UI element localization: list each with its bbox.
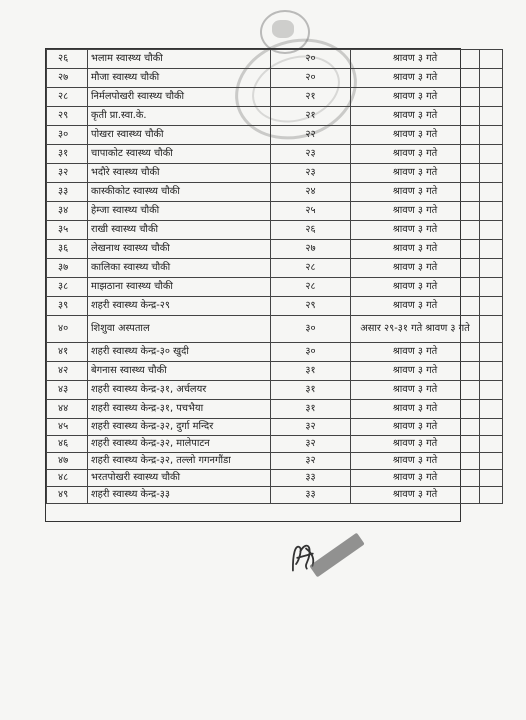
table-row: [47, 470, 503, 487]
date-cell: श्रावण ३ गते: [351, 88, 480, 107]
institution-name-cell: मौजा स्वास्थ्य चौकी: [88, 69, 271, 88]
table-row: [47, 221, 503, 240]
date-cell: श्रावण ३ गते: [351, 436, 480, 453]
serial-number-cell: ४९: [47, 487, 88, 504]
institution-name-cell: शहरी स्वास्थ्य केन्द्र-३२, तल्लो गगनगौंडा: [88, 453, 271, 470]
empty-cell: [480, 400, 503, 419]
empty-cell: [480, 316, 503, 343]
serial-number-cell: ४४: [47, 400, 88, 419]
institution-name-cell: बेगनास स्वास्थ्य चौकी: [88, 362, 271, 381]
table-row: [47, 453, 503, 470]
serial-number-cell: २९: [47, 107, 88, 126]
empty-cell: [480, 343, 503, 362]
serial-number-cell: ४५: [47, 419, 88, 436]
number-cell: २०: [271, 50, 351, 69]
table-row: [47, 278, 503, 297]
number-cell: ३२: [271, 453, 351, 470]
table-row: [47, 297, 503, 316]
serial-number-cell: ३५: [47, 221, 88, 240]
serial-number-cell: ४०: [47, 316, 88, 343]
date-cell: श्रावण ३ गते: [351, 202, 480, 221]
empty-cell: [480, 297, 503, 316]
institution-name-cell: शहरी स्वास्थ्य केन्द्र-३२, दुर्गा मन्दिर: [88, 419, 271, 436]
date-cell: श्रावण ३ गते: [351, 381, 480, 400]
empty-cell: [480, 419, 503, 436]
empty-cell: [480, 164, 503, 183]
table-row: [47, 69, 503, 88]
empty-cell: [480, 240, 503, 259]
table-row: [47, 419, 503, 436]
number-cell: ३०: [271, 343, 351, 362]
table-row: [47, 362, 503, 381]
number-cell: २९: [271, 297, 351, 316]
number-cell: २३: [271, 145, 351, 164]
empty-cell: [480, 50, 503, 69]
serial-number-cell: ४८: [47, 470, 88, 487]
serial-number-cell: ४६: [47, 436, 88, 453]
number-cell: २२: [271, 126, 351, 145]
institution-name-cell: हेम्जा स्वास्थ्य चौकी: [88, 202, 271, 221]
number-cell: ३३: [271, 487, 351, 504]
empty-cell: [480, 381, 503, 400]
number-cell: २८: [271, 278, 351, 297]
serial-number-cell: ३३: [47, 183, 88, 202]
table-row: [47, 436, 503, 453]
date-cell: श्रावण ३ गते: [351, 107, 480, 126]
serial-number-cell: ३२: [47, 164, 88, 183]
serial-number-cell: ३७: [47, 259, 88, 278]
date-cell: श्रावण ३ गते: [351, 362, 480, 381]
date-cell: श्रावण ३ गते: [351, 164, 480, 183]
date-cell: श्रावण ३ गते: [351, 221, 480, 240]
table-row: [47, 343, 503, 362]
number-cell: ३१: [271, 381, 351, 400]
number-cell: ३१: [271, 362, 351, 381]
date-cell: श्रावण ३ गते: [351, 453, 480, 470]
table-row: [47, 400, 503, 419]
date-cell: असार २९-३१ गते श्रावण ३ गते: [351, 316, 480, 343]
table-row: [47, 164, 503, 183]
date-cell: श्रावण ३ गते: [351, 278, 480, 297]
table-row: [47, 107, 503, 126]
institution-name-cell: भलाम स्वास्थ्य चौकी: [88, 50, 271, 69]
empty-cell: [480, 145, 503, 164]
number-cell: २१: [271, 107, 351, 126]
table-row: [47, 381, 503, 400]
number-cell: २०: [271, 69, 351, 88]
table-row: [47, 259, 503, 278]
empty-cell: [480, 69, 503, 88]
institution-name-cell: शहरी स्वास्थ्य केन्द्र-३१, अर्चलयर: [88, 381, 271, 400]
date-cell: श्रावण ३ गते: [351, 487, 480, 504]
date-cell: श्रावण ३ गते: [351, 470, 480, 487]
date-cell: श्रावण ३ गते: [351, 400, 480, 419]
date-cell: श्रावण ३ गते: [351, 419, 480, 436]
institution-name-cell: भदौरे स्वास्थ्य चौकी: [88, 164, 271, 183]
table-row: [47, 316, 503, 343]
table-row: [47, 126, 503, 145]
institution-name-cell: कास्कीकोट स्वास्थ्य चौकी: [88, 183, 271, 202]
institution-name-cell: निर्मलपोखरी स्वास्थ्य चौकी: [88, 88, 271, 107]
serial-number-cell: २६: [47, 50, 88, 69]
institution-name-cell: शहरी स्वास्थ्य केन्द्र-२९: [88, 297, 271, 316]
serial-number-cell: २७: [47, 69, 88, 88]
empty-cell: [480, 470, 503, 487]
number-cell: ३०: [271, 316, 351, 343]
table-row: [47, 487, 503, 504]
empty-cell: [480, 259, 503, 278]
number-cell: २७: [271, 240, 351, 259]
institution-name-cell: पोखरा स्वास्थ्य चौकी: [88, 126, 271, 145]
table-row: [47, 145, 503, 164]
serial-number-cell: ४७: [47, 453, 88, 470]
date-cell: श्रावण ३ गते: [351, 183, 480, 202]
date-cell: श्रावण ३ गते: [351, 50, 480, 69]
table-row: [47, 50, 503, 69]
serial-number-cell: ४१: [47, 343, 88, 362]
empty-cell: [480, 183, 503, 202]
serial-number-cell: ३१: [47, 145, 88, 164]
institution-name-cell: शहरी स्वास्थ्य केन्द्र-३३: [88, 487, 271, 504]
institution-name-cell: राखी स्वास्थ्य चौकी: [88, 221, 271, 240]
number-cell: ३३: [271, 470, 351, 487]
date-cell: श्रावण ३ गते: [351, 126, 480, 145]
empty-cell: [480, 126, 503, 145]
date-cell: श्रावण ३ गते: [351, 343, 480, 362]
empty-cell: [480, 436, 503, 453]
empty-cell: [480, 202, 503, 221]
institution-name-cell: लेखनाथ स्वास्थ्य चौकी: [88, 240, 271, 259]
institution-name-cell: शिशुवा अस्पताल: [88, 316, 271, 343]
institution-name-cell: शहरी स्वास्थ्य केन्द्र-३० खुदी: [88, 343, 271, 362]
empty-cell: [480, 107, 503, 126]
date-cell: श्रावण ३ गते: [351, 240, 480, 259]
number-cell: ३१: [271, 400, 351, 419]
serial-number-cell: ३६: [47, 240, 88, 259]
institution-name-cell: भरतपोखरी स्वास्थ्य चौकी: [88, 470, 271, 487]
empty-cell: [480, 362, 503, 381]
institution-name-cell: शहरी स्वास्थ्य केन्द्र-३१, पचभैया: [88, 400, 271, 419]
empty-cell: [480, 221, 503, 240]
number-cell: २४: [271, 183, 351, 202]
number-cell: २१: [271, 88, 351, 107]
date-cell: श्रावण ३ गते: [351, 297, 480, 316]
institution-name-cell: माझठाना स्वास्थ्य चौकी: [88, 278, 271, 297]
number-cell: २६: [271, 221, 351, 240]
table-row: [47, 240, 503, 259]
date-cell: श्रावण ३ गते: [351, 69, 480, 88]
empty-cell: [480, 487, 503, 504]
institution-name-cell: शहरी स्वास्थ्य केन्द्र-३२, मालेपाटन: [88, 436, 271, 453]
number-cell: २३: [271, 164, 351, 183]
empty-cell: [480, 453, 503, 470]
empty-cell: [480, 88, 503, 107]
date-cell: श्रावण ३ गते: [351, 145, 480, 164]
number-cell: ३२: [271, 419, 351, 436]
table-row: [47, 202, 503, 221]
serial-number-cell: ३०: [47, 126, 88, 145]
serial-number-cell: ४२: [47, 362, 88, 381]
schedule-table: [45, 48, 470, 522]
number-cell: ३२: [271, 436, 351, 453]
table-row: [47, 183, 503, 202]
institution-name-cell: कृती प्रा.स्वा.के.: [88, 107, 271, 126]
number-cell: २८: [271, 259, 351, 278]
date-cell: श्रावण ३ गते: [351, 259, 480, 278]
serial-number-cell: ३८: [47, 278, 88, 297]
table-row: [47, 88, 503, 107]
serial-number-cell: ३४: [47, 202, 88, 221]
number-cell: २५: [271, 202, 351, 221]
institution-name-cell: चापाकोट स्वास्थ्य चौकी: [88, 145, 271, 164]
institution-name-cell: कालिका स्वास्थ्य चौकी: [88, 259, 271, 278]
empty-cell: [480, 278, 503, 297]
serial-number-cell: २८: [47, 88, 88, 107]
serial-number-cell: ४३: [47, 381, 88, 400]
serial-number-cell: ३९: [47, 297, 88, 316]
